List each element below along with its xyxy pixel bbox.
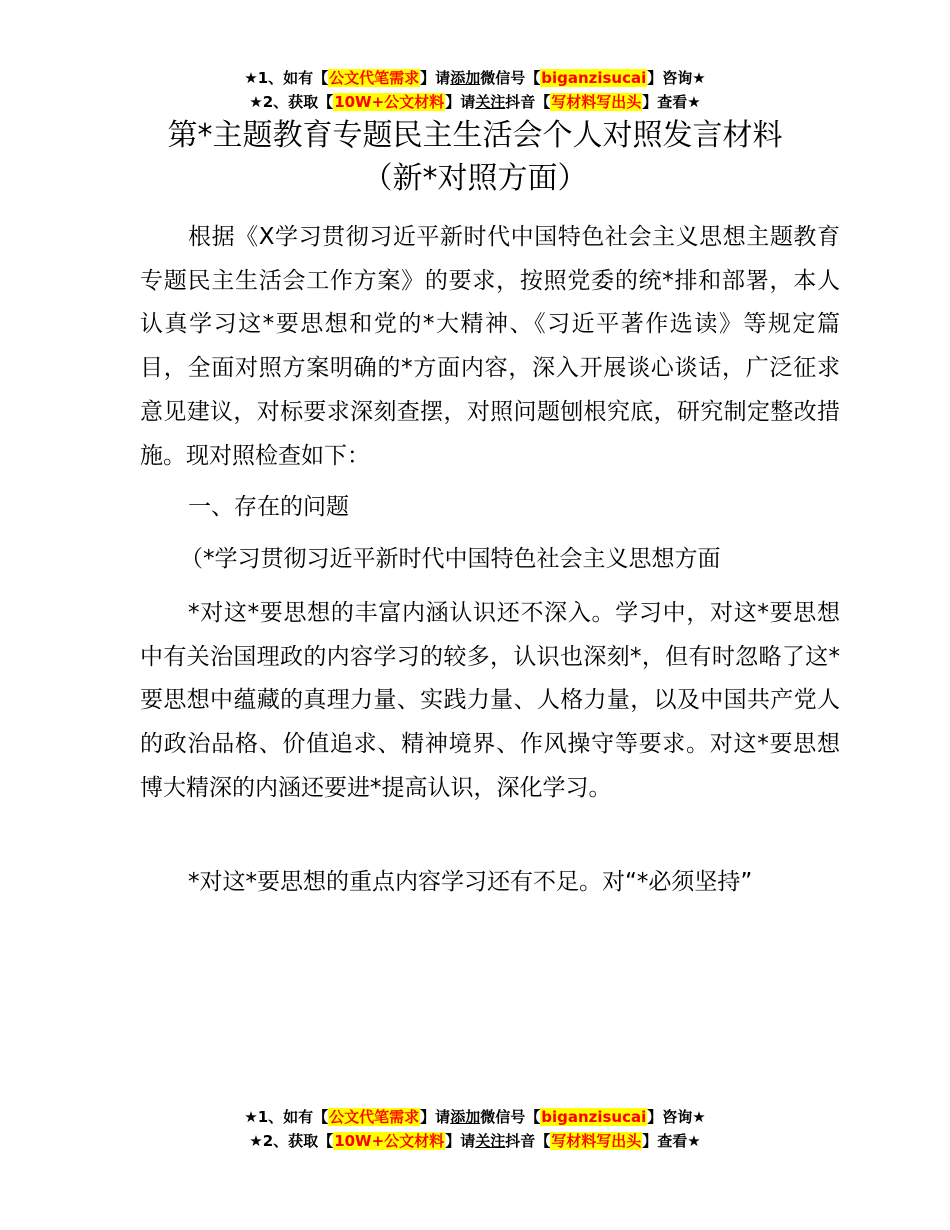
banner-highlight: 写材料写出头 [551, 93, 642, 111]
banner-text: 】查看★ [642, 1132, 701, 1150]
heading-text: （*学习贯彻习近平新时代中国特色社会主义思想方面 [180, 546, 721, 572]
banner-underline-text: 添加 [450, 69, 481, 87]
subsection-heading [140, 538, 840, 582]
section-heading [140, 486, 840, 530]
banner-text: ★2、获取【 [249, 1132, 334, 1150]
banner-highlight: 公文代笔需求 [329, 1108, 420, 1126]
banner-highlight: 10W+公文材料 [334, 93, 445, 111]
banner-text: ★1、如有【 [244, 69, 329, 87]
document-title-line-2: （新*对照方面） [362, 161, 588, 196]
banner-text: 抖音【 [505, 93, 551, 111]
banner-highlight: 公文代笔需求 [329, 69, 420, 87]
paragraph-text: 根据《X学习贯彻习近平新时代中国特色社会主义思想主题教育专题民主生活会工作方案》的要求，按照党委的统*排和部署，本人认真学习这*要思想和党的*大精神、《习近平著作选读》等规定篇目，全面对照方案明确的*方面内容，深入开展谈心谈话，广泛征求意见建议，对标要求深刻查摆，对照问题刨根究底，研究制定整改措施。现对照检查如下： [140, 224, 840, 469]
banner-line-1 [0, 66, 950, 90]
banner-highlight: 写材料写出头 [551, 1132, 642, 1150]
paragraph-text: *对这*要思想的丰富内涵认识还不深入。学习中，对这*要思想中有关治国理政的内容学习的较多，认识也深刻*，但有时忽略了这*要思想中蕴藏的真理力量、实践力量、人格力量，以及中国共产党人的政治品格、价值追求、精神境界、作风操守等要求。对这*要思想博大精深的内涵还要进*提高认识，深化学习。 [140, 600, 840, 801]
banner-text: 抖音【 [505, 1132, 551, 1150]
banner-text: 】咨询★ [647, 1108, 706, 1126]
banner-text: 】查看★ [642, 93, 701, 111]
banner-text: 】咨询★ [647, 69, 706, 87]
banner-underline-text: 关注 [475, 1132, 506, 1150]
banner-line-2 [0, 1129, 950, 1153]
banner-underline-text: 添加 [450, 1108, 481, 1126]
bottom-banner [0, 1105, 950, 1153]
banner-text: ★2、获取【 [249, 93, 334, 111]
banner-text: 微信号【 [480, 69, 541, 87]
content-paragraph-2 [140, 861, 840, 905]
banner-text: 】请 [420, 1108, 451, 1126]
banner-highlight: biganzisucai [541, 1108, 647, 1126]
intro-paragraph [140, 216, 840, 478]
heading-text: 一、存在的问题 [188, 494, 349, 520]
banner-text: 】请 [445, 93, 476, 111]
banner-line-1 [0, 1105, 950, 1129]
top-banner [0, 66, 950, 114]
banner-highlight: 10W+公文材料 [334, 1132, 445, 1150]
document-title-line-1: 第*主题教育专题民主生活会个人对照发言材料 [167, 118, 783, 153]
banner-text: 】请 [420, 69, 451, 87]
banner-underline-text: 关注 [475, 93, 506, 111]
banner-text: 微信号【 [480, 1108, 541, 1126]
content-paragraph-1 [140, 592, 840, 811]
banner-text: 】请 [445, 1132, 476, 1150]
paragraph-text: *对这*要思想的重点内容学习还有不足。对“*必须坚持” [188, 869, 753, 895]
banner-text: ★1、如有【 [244, 1108, 329, 1126]
banner-highlight: biganzisucai [541, 69, 647, 87]
banner-line-2 [0, 90, 950, 114]
